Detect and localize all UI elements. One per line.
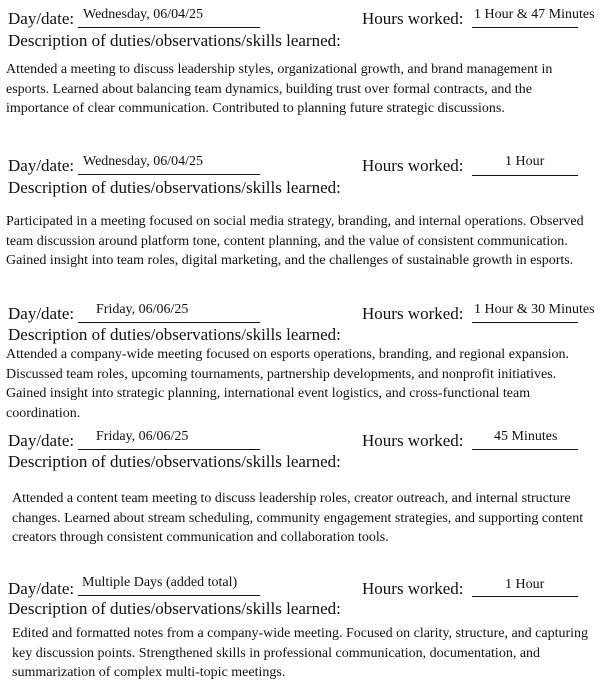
description-label: Description of duties/observations/skills learned: [8,599,341,618]
description-label: Description of duties/observations/skills learned: [8,178,341,197]
hours-underline [472,27,578,28]
day-date-label: Day/date: [8,579,75,598]
hours-worked-label: Hours worked: [362,9,464,28]
description-text: Attended a meeting to discuss leadership styles, organizational growth, and brand management in esports. Learned about balancing team dynamics, building trust over formal contracts, and the importance of clear communication. Contributed to planning future strategic discussions. [6,62,553,116]
description-text: Attended a content team meeting to discuss leadership roles, creator outreach, and internal structure changes. Learned about stream scheduling, community engagement strategies, and supporting content creators through consistent communication and collaboration tools. [12,491,584,545]
description-text: Edited and formatted notes from a company-wide meeting. Focused on clarity, structure, and capturing key discussion points. Strengthened skills in professional communication, documentation, and summarization of complex multi-topic meetings. [12,626,589,680]
hours-worked-label: Hours worked: [362,579,464,598]
day-date-label: Day/date: [8,156,75,175]
day-date-label: Day/date: [8,431,75,450]
date-value: Wednesday, 06/04/25 [83,154,204,169]
description-label: Description of duties/observations/skills learned: [8,31,341,50]
hours-value: 1 Hour & 47 Minutes [474,7,595,22]
date-underline [78,449,260,450]
hours-worked-label: Hours worked: [362,304,464,323]
description-text: Participated in a meeting focused on social media strategy, branding, and internal operations. Observed team discussion around platform tone, content planning, and the value of consistent communication. Gained insight into team roles, digital marketing, and the challenges of sustainable growth in esports. [6,214,584,268]
date-value: Multiple Days (added total) [82,575,238,590]
hours-worked-label: Hours worked: [362,431,464,450]
date-value: Friday, 06/06/25 [96,429,189,444]
hours-worked-label: Hours worked: [362,156,464,175]
day-date-label: Day/date: [8,304,75,323]
date-underline [78,595,260,596]
date-underline [78,27,260,28]
hours-value: 1 Hour [505,154,545,169]
date-underline [78,322,260,323]
date-value: Wednesday, 06/04/25 [83,7,204,22]
day-date-label: Day/date: [8,9,75,28]
date-underline [78,174,260,175]
description-text: Attended a company-wide meeting focused on esports operations, branding, and regional expansion. Discussed team roles, upcoming tournaments, partnership developments, and nonprofit initiatives. Gained insight into strategic planning, international event logistics, and cross-functional team coordination. [6,347,569,421]
date-value: Friday, 06/06/25 [96,302,189,317]
description-label: Description of duties/observations/skills learned: [8,325,341,344]
hours-value: 45 Minutes [494,429,558,444]
hours-underline [472,449,578,450]
hours-underline [472,175,578,176]
hours-value: 1 Hour & 30 Minutes [474,302,595,317]
hours-underline [472,322,578,323]
description-label: Description of duties/observations/skills learned: [8,452,341,471]
hours-value: 1 Hour [505,577,545,592]
hours-underline [472,596,578,597]
